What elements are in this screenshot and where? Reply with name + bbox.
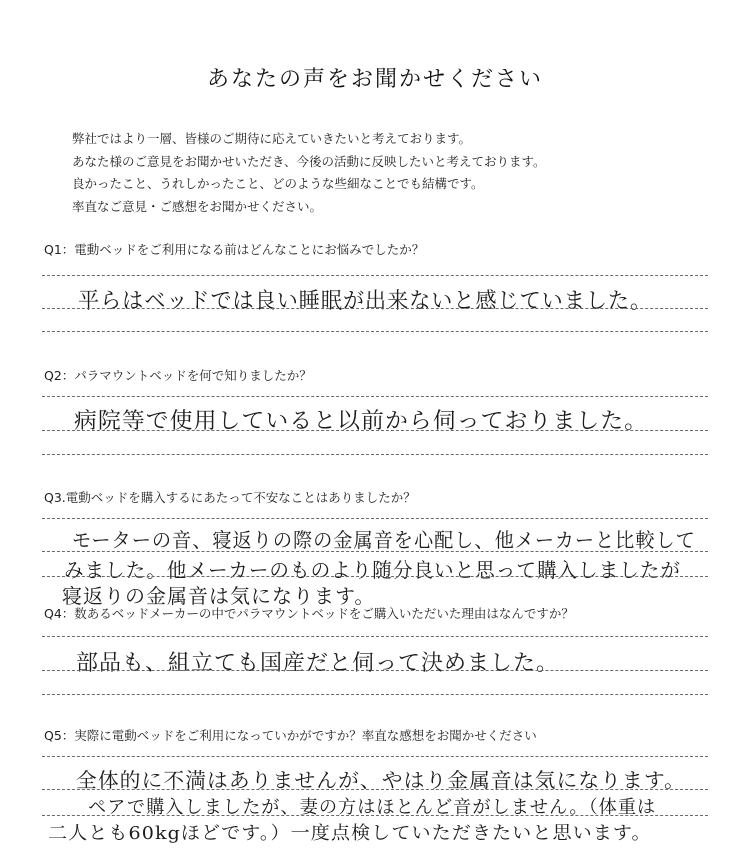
question-5-answer-line: ペアで購入しましたが、妻の方はほとんど音がしません。（体重は — [88, 797, 657, 818]
answer-rule — [42, 576, 708, 577]
question-5-answer-line: 二人とも60kgほどです。）一度点検していただきたいと思います。 — [48, 823, 652, 844]
answer-rule — [42, 694, 708, 695]
answer-rule — [42, 275, 708, 276]
question-1-label: Q1：電動ベッドをご利用になる前はどんなことにお悩みでしたか？ — [44, 242, 425, 257]
question-2-label: Q2：パラマウントベッドを何で知りましたか？ — [44, 368, 312, 383]
question-5-label: Q5：実際に電動ベッドをご利用になっていかがですか？率直な感想をお聞かせください — [44, 728, 537, 743]
answer-rule — [42, 308, 708, 309]
question-2-answer: 病院等で使用していると以前から伺っておりました。 — [74, 409, 649, 434]
answer-rule — [42, 430, 708, 431]
question-4-answer: 部品も、組立ても国産だと伺って決めました。 — [76, 651, 560, 676]
intro-line: あなた様のご意見をお聞かせいただき、今後の活動に反映したいと考えております。 — [72, 153, 546, 169]
page-title: あなたの声をお聞かせください — [206, 67, 543, 92]
answer-rule — [42, 670, 708, 671]
answer-rule — [42, 815, 708, 816]
question-4-label: Q4：数あるベッドメーカーの中でパラマウントベッドをご購入いただいた理由はなんですか？ — [44, 606, 574, 621]
intro-line: 率直なご意見・ご感想をお聞かせください。 — [72, 198, 323, 214]
answer-rule — [42, 636, 708, 637]
answer-rule — [42, 454, 708, 455]
intro-line: 弊社ではより一層、皆様のご期待に応えていきたいと考えております。 — [72, 131, 472, 146]
answer-rule — [42, 756, 708, 757]
answer-rule — [42, 396, 708, 397]
question-1-answer: 平らはベッドでは良い睡眠が出来ないと感じていました。 — [78, 289, 653, 314]
question-3-answer-line: モーターの音、寝返りの際の金属音を心配し、他メーカーと比較して — [72, 528, 696, 552]
intro-line: 良かったこと、うれしかったこと、どのような些細なことでも結構です。 — [72, 176, 484, 191]
question-3-label: Q3.電動ベッドを購入するにあたって不安なことはありましたか？ — [44, 490, 416, 505]
question-3-answer-line: みました。他メーカーのものより随分良いと思って購入しましたが — [64, 558, 682, 582]
question-3-answer-line: 寝返りの金属音は気になります。 — [62, 584, 376, 608]
question-5-answer-line: 全体的に不満はありませんが、やはり金属音は気になります。 — [76, 768, 686, 792]
answer-rule — [42, 331, 708, 332]
intro-paragraph — [72, 128, 546, 218]
answer-rule — [42, 551, 708, 552]
answer-rule — [42, 518, 708, 519]
answer-rule — [42, 789, 708, 790]
